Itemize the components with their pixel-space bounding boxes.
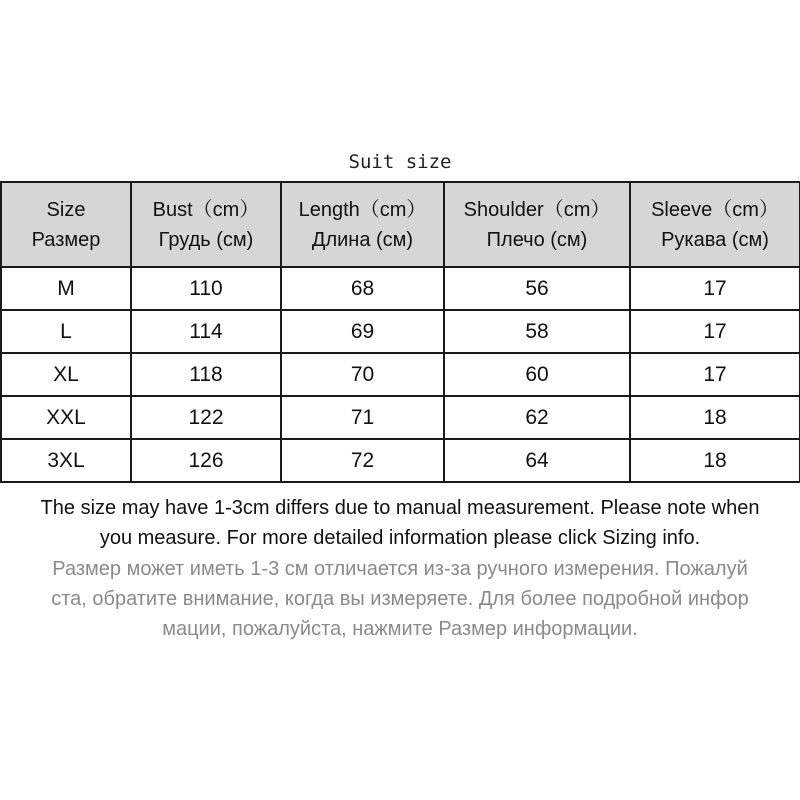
header-shoulder-en: Shoulder（cm） <box>463 198 611 221</box>
cell-sleeve: 18 <box>630 396 800 439</box>
note-ru-line: ста, обратите внимание, когда вы измеряете. Для более подробной инфор <box>51 588 749 610</box>
header-length-ru: Длина (см) <box>311 228 414 251</box>
header-sleeve-ru: Рукава (см) <box>661 228 769 251</box>
cell-size: XXL <box>1 396 131 439</box>
note-ru-line: мации, пожалуйста, нажмите Размер информации. <box>162 618 638 640</box>
table-row <box>1 310 800 353</box>
cell-bust: 126 <box>131 439 281 482</box>
header-size-en: Size <box>46 198 86 221</box>
cell-shoulder: 62 <box>444 396 630 439</box>
cell-shoulder: 56 <box>444 267 630 310</box>
cell-sleeve: 18 <box>630 439 800 482</box>
cell-shoulder: 64 <box>444 439 630 482</box>
header-bust-en: Bust（cm） <box>152 198 260 221</box>
note-ru-line: Размер может иметь 1-3 см отличается из-за ручного измерения. Пожалуй <box>52 558 748 580</box>
measurement-note-english <box>0 493 800 553</box>
cell-shoulder: 60 <box>444 353 630 396</box>
table-row <box>1 353 800 396</box>
header-sleeve <box>630 182 800 267</box>
measurement-note-russian <box>0 554 800 644</box>
cell-size: XL <box>1 353 131 396</box>
header-size-ru: Размер <box>31 228 101 251</box>
cell-bust: 118 <box>131 353 281 396</box>
cell-size: 3XL <box>1 439 131 482</box>
table-row <box>1 267 800 310</box>
cell-length: 69 <box>281 310 444 353</box>
cell-size: L <box>1 310 131 353</box>
cell-length: 70 <box>281 353 444 396</box>
header-shoulder <box>444 182 630 267</box>
header-length-en: Length（cm） <box>298 198 427 221</box>
header-shoulder-ru: Плечо (см) <box>486 228 588 251</box>
cell-length: 71 <box>281 396 444 439</box>
cell-size: M <box>1 267 131 310</box>
cell-bust: 114 <box>131 310 281 353</box>
cell-bust: 122 <box>131 396 281 439</box>
cell-sleeve: 17 <box>630 267 800 310</box>
cell-length: 72 <box>281 439 444 482</box>
cell-sleeve: 17 <box>630 353 800 396</box>
table-header-row <box>1 182 800 267</box>
table-row <box>1 396 800 439</box>
table-row <box>1 439 800 482</box>
chart-title: Suit size <box>348 151 452 173</box>
cell-shoulder: 58 <box>444 310 630 353</box>
header-bust <box>131 182 281 267</box>
header-size <box>1 182 131 267</box>
note-en-line: The size may have 1-3cm differs due to manual measurement. Please note when <box>40 497 760 519</box>
note-en-line: you measure. For more detailed information please click Sizing info. <box>99 527 701 549</box>
header-sleeve-en: Sleeve（cm） <box>651 198 779 221</box>
cell-sleeve: 17 <box>630 310 800 353</box>
cell-bust: 110 <box>131 267 281 310</box>
size-table <box>0 181 800 483</box>
header-length <box>281 182 444 267</box>
header-bust-ru: Грудь (см) <box>158 228 254 251</box>
cell-length: 68 <box>281 267 444 310</box>
